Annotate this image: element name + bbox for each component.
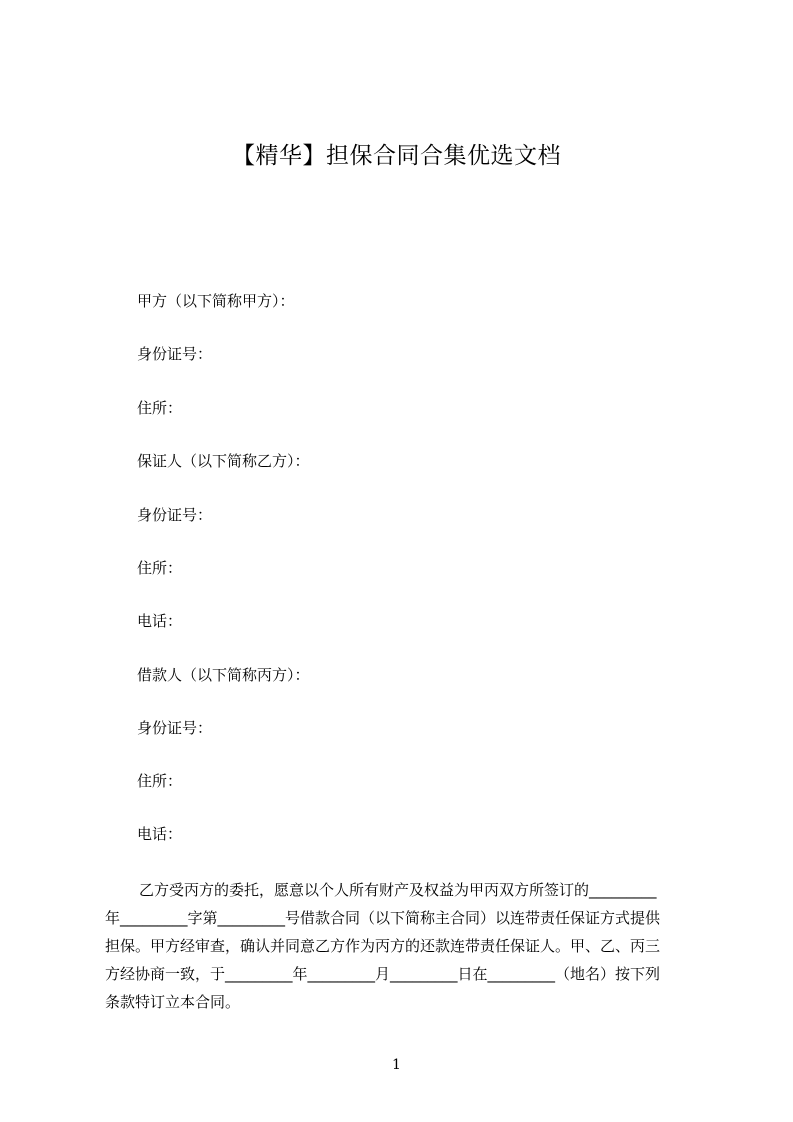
paragraph-line: 担保。甲方经审查，确认并同意乙方作为丙方的还款连带责任保证人。甲、乙、丙三	[105, 937, 661, 955]
guarantor-label: 保证人（以下简称乙方）：	[137, 452, 310, 470]
paragraph-line: 乙方受丙方的委托，愿意以个人所有财产及权益为甲丙双方所签订的_________	[139, 881, 657, 899]
guarantor-address-label: 住所：	[137, 559, 183, 577]
borrower-label: 借款人（以下简称丙方）：	[137, 666, 310, 684]
paragraph-line: 年_________字第_________号借款合同（以下简称主合同）以连带责任保证方式提供	[105, 909, 661, 927]
document-title: 【精华】担保合同合集优选文档	[232, 143, 561, 169]
paragraph-line: 条款特订立本合同。	[105, 993, 241, 1011]
party-a-address-label: 住所：	[137, 399, 183, 417]
party-a-label: 甲方（以下简称甲方）：	[137, 292, 295, 310]
page-number: 1	[392, 1057, 401, 1073]
guarantor-id-label: 身份证号：	[137, 506, 213, 524]
borrower-address-label: 住所：	[137, 772, 183, 790]
guarantor-phone-label: 电话：	[137, 612, 183, 630]
borrower-phone-label: 电话：	[137, 825, 183, 843]
paragraph-line: 方经协商一致，于_________年_________月_________日在_________（地名）按下列	[105, 965, 661, 983]
borrower-id-label: 身份证号：	[137, 719, 213, 737]
agreement-paragraph	[105, 876, 700, 1016]
party-a-id-label: 身份证号：	[137, 345, 213, 363]
